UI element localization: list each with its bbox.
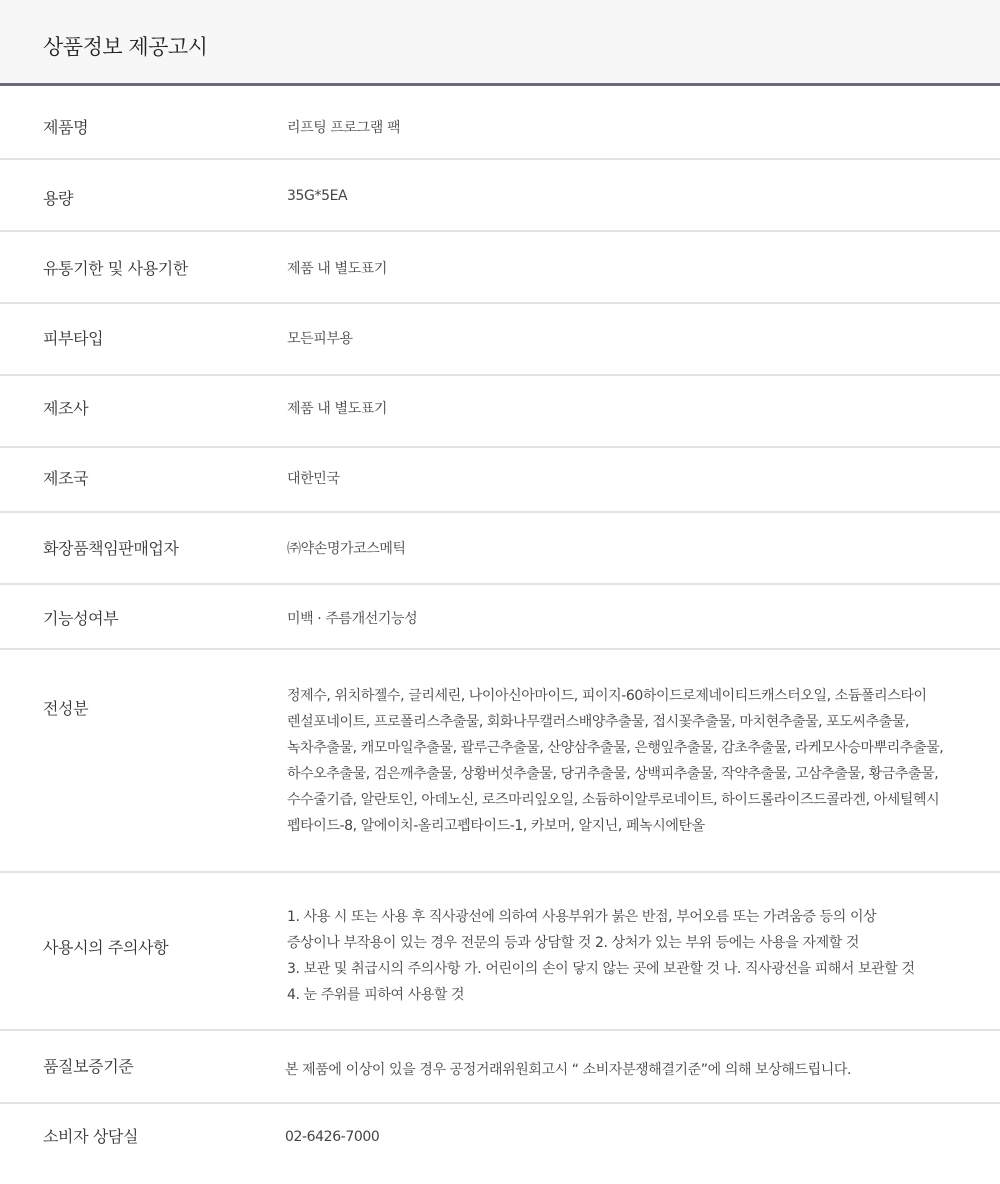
info-row-customer-center bbox=[0, 1104, 1000, 1184]
info-row-distributor bbox=[0, 513, 1000, 585]
row-label: 용량 bbox=[43, 189, 74, 208]
row-label: 사용시의 주의사항 bbox=[43, 938, 169, 957]
info-row-capacity bbox=[0, 160, 1000, 232]
row-label: 제조국 bbox=[43, 469, 89, 488]
info-row-expiration bbox=[0, 232, 1000, 304]
row-label: 품질보증기준 bbox=[43, 1057, 134, 1076]
ingredients-line: 녹차추출물, 캐모마일추출물, 괄루근추출물, 산양삼추출물, 은행잎추출물, 감초추출물, 라케모사승마뿌리추출물, bbox=[287, 740, 944, 756]
page-header bbox=[0, 0, 1000, 86]
info-row-manufacturer bbox=[0, 376, 1000, 448]
row-value: 미백 · 주름개선기능성 bbox=[287, 611, 418, 627]
info-row-country bbox=[0, 448, 1000, 513]
row-value: 모든피부용 bbox=[287, 331, 353, 347]
precautions-line: 1. 사용 시 또는 사용 후 직사광선에 의하여 사용부위가 붉은 반점, 부어오름 또는 가려움증 등의 이상 bbox=[287, 909, 877, 925]
info-row-quality-guarantee bbox=[0, 1031, 1000, 1104]
info-row-product-name bbox=[0, 86, 1000, 160]
row-value: 리프팅 프로그램 팩 bbox=[287, 120, 401, 136]
row-value: 본 제품에 이상이 있을 경우 공정거래위원회고시 “ 소비자분쟁해결기준”에 의해 보상해드립니다. bbox=[285, 1062, 852, 1078]
row-label: 화장품책임판매업자 bbox=[43, 539, 179, 558]
row-label: 전성분 bbox=[43, 699, 89, 718]
page-title: 상품정보 제공고시 bbox=[43, 35, 208, 59]
precautions-line: 4. 눈 주위를 피하여 사용할 것 bbox=[287, 987, 465, 1003]
row-label: 소비자 상담실 bbox=[43, 1127, 139, 1146]
info-row-skin-type bbox=[0, 304, 1000, 376]
row-value: 제품 내 별도표기 bbox=[287, 261, 387, 277]
ingredients-line: 펩타이드-8, 알에이치-올리고펩타이드-1, 카보머, 알지닌, 페녹시에탄올 bbox=[287, 818, 705, 834]
ingredients-line: 수수줄기즙, 알란토인, 아데노신, 로즈마리잎오일, 소듐하이알루로네이트, 하이드롤라이즈드콜라겐, 아세틸헥시 bbox=[287, 792, 940, 808]
row-label: 기능성여부 bbox=[43, 609, 119, 628]
row-value: 대한민국 bbox=[287, 471, 340, 487]
row-value: ㈜약손명가코스메틱 bbox=[287, 541, 406, 557]
info-row-ingredients bbox=[0, 650, 1000, 873]
row-label: 유통기한 및 사용기한 bbox=[43, 259, 188, 278]
row-label: 제품명 bbox=[43, 118, 89, 137]
row-label: 피부타입 bbox=[43, 329, 104, 348]
precautions-line: 3. 보관 및 취급시의 주의사항 가. 어린이의 손이 닿지 않는 곳에 보관할 것 나. 직사광선을 피해서 보관할 것 bbox=[287, 961, 915, 977]
row-value: 제품 내 별도표기 bbox=[287, 401, 387, 417]
row-label: 제조사 bbox=[43, 399, 89, 418]
info-row-functionality bbox=[0, 585, 1000, 650]
row-value: 35G*5EA bbox=[287, 188, 348, 204]
info-row-precautions bbox=[0, 873, 1000, 1031]
ingredients-line: 렌설포네이트, 프로폴리스추출물, 회화나무캘러스배양추출물, 접시꽃추출물, 마치현추출물, 포도씨추출물, bbox=[287, 714, 910, 730]
precautions-text bbox=[287, 904, 915, 1008]
row-value: 02-6426-7000 bbox=[285, 1129, 380, 1145]
ingredients-line: 정제수, 위치하젤수, 글리세린, 나이아신아마이드, 피이지-60하이드로제네이티드캐스터오일, 소듐폴리스타이 bbox=[287, 688, 927, 704]
ingredients-text bbox=[287, 683, 943, 839]
ingredients-line: 하수오추출물, 검은깨추출물, 상황버섯추출물, 당귀추출물, 상백피추출물, 작약추출물, 고삼추출물, 황금추출물, bbox=[287, 766, 939, 782]
precautions-line: 증상이나 부작용이 있는 경우 전문의 등과 상담할 것 2. 상처가 있는 부위 등에는 사용을 자제할 것 bbox=[287, 935, 860, 951]
